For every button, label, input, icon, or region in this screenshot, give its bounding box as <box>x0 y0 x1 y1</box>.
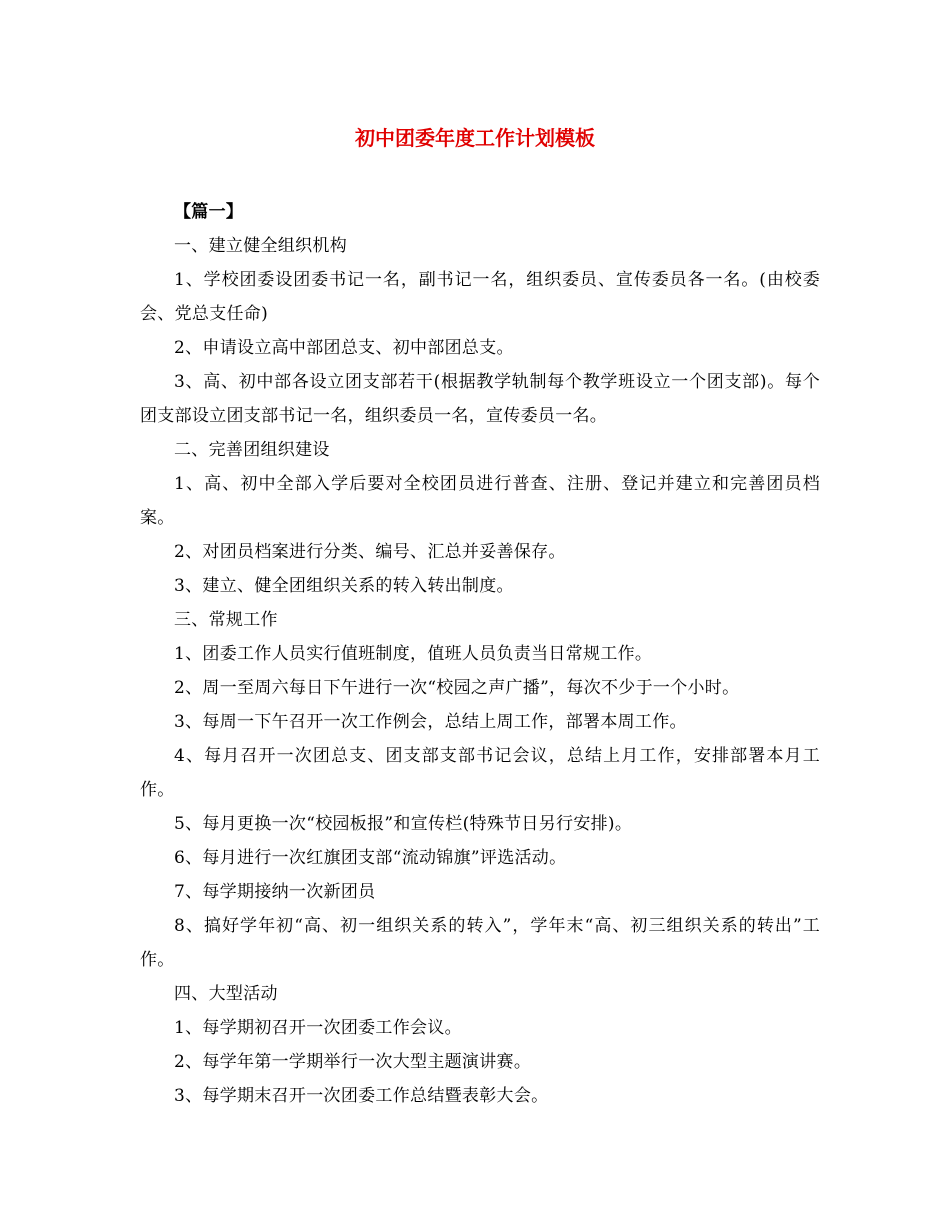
paragraph: 8、搞好学年初“高、初一组织关系的转入”，学年末“高、初三组织关系的转出”工作。 <box>140 916 820 970</box>
paragraph: 5、每月更换一次“校园板报”和宣传栏(特殊节日另行安排)。 <box>174 814 633 834</box>
paragraph: 3、每周一下午召开一次工作例会，总结上周工作，部署本周工作。 <box>174 712 687 732</box>
document-body <box>140 195 820 1113</box>
paragraph: 1、每学期初召开一次团委工作会议。 <box>174 1018 462 1038</box>
paragraph: 1、高、初中全部入学后要对全校团员进行普查、注册、登记并建立和完善团员档案。 <box>140 474 820 528</box>
paragraph: 2、申请设立高中部团总支、初中部团总支。 <box>174 338 514 358</box>
paragraph: 2、周一至周六每日下午进行一次“校园之声广播”，每次不少于一个小时。 <box>174 678 740 698</box>
paragraph: 1、团委工作人员实行值班制度，值班人员负责当日常规工作。 <box>174 644 653 664</box>
paragraph: 1、学校团委设团委书记一名，副书记一名，组织委员、宣传委员各一名。(由校委会、党总支任命) <box>140 270 820 324</box>
section-heading-part-one: 【篇一】 <box>174 202 244 222</box>
document-title: 初中团委年度工作计划模板 <box>355 126 595 150</box>
paragraph: 3、建立、健全团组织关系的转入转出制度。 <box>174 576 514 596</box>
paragraph: 3、每学期末召开一次团委工作总结暨表彰大会。 <box>174 1086 549 1106</box>
heading-1: 一、建立健全组织机构 <box>174 236 347 256</box>
paragraph: 7、每学期接纳一次新团员 <box>174 882 376 902</box>
paragraph: 3、高、初中部各设立团支部若干(根据教学轨制每个教学班设立一个团支部)。每个团支部设立团支部书记一名，组织委员一名，宣传委员一名。 <box>140 372 820 426</box>
heading-4: 四、大型活动 <box>174 984 278 1004</box>
heading-3: 三、常规工作 <box>174 610 278 630</box>
paragraph: 2、对团员档案进行分类、编号、汇总并妥善保存。 <box>174 542 566 562</box>
paragraph: 4、每月召开一次团总支、团支部支部书记会议，总结上月工作，安排部署本月工作。 <box>140 746 820 800</box>
heading-2: 二、完善团组织建设 <box>174 440 330 460</box>
paragraph: 2、每学年第一学期举行一次大型主题演讲赛。 <box>174 1052 532 1072</box>
paragraph: 6、每月进行一次红旗团支部“流动锦旗”评选活动。 <box>174 848 567 868</box>
